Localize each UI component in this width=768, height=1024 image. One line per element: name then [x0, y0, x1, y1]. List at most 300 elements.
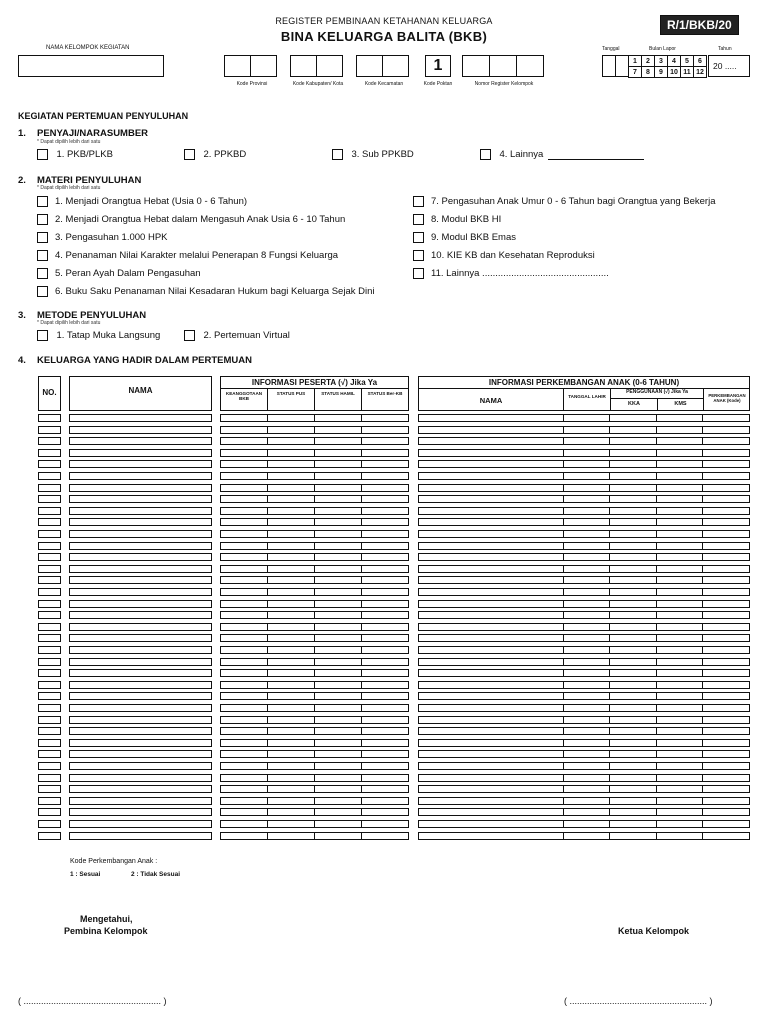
bulan-cell-4[interactable]: 4	[667, 55, 681, 67]
cell-kms[interactable]	[656, 692, 703, 700]
cell-pus[interactable]	[267, 472, 315, 480]
cell-keanggotaan[interactable]	[220, 576, 268, 584]
materi-option-2[interactable]	[37, 211, 345, 229]
cell-pus[interactable]	[267, 750, 315, 758]
cell-nama[interactable]	[69, 634, 212, 642]
cell-hamil[interactable]	[314, 658, 362, 666]
materi-option-3[interactable]	[37, 229, 168, 247]
cell-anak-nama[interactable]	[418, 518, 564, 526]
cell-kka[interactable]	[609, 623, 657, 631]
cell-perkembangan[interactable]	[702, 646, 750, 654]
cell-perkembangan[interactable]	[702, 576, 750, 584]
cell-pus[interactable]	[267, 774, 315, 782]
kode-poktan-box[interactable]	[425, 55, 451, 77]
bulan-cell-3[interactable]: 3	[654, 55, 668, 67]
cell-nama[interactable]	[69, 774, 212, 782]
bulan-cell-8[interactable]: 8	[641, 66, 655, 78]
cell-no[interactable]	[38, 530, 61, 538]
cell-perkembangan[interactable]	[702, 588, 750, 596]
cell-anak-nama[interactable]	[418, 623, 564, 631]
cell-nama[interactable]	[69, 669, 212, 677]
cell-perkembangan[interactable]	[702, 832, 750, 840]
cell-pus[interactable]	[267, 820, 315, 828]
cell-nama[interactable]	[69, 797, 212, 805]
cell-perkembangan[interactable]	[702, 553, 750, 561]
cell-anak-nama[interactable]	[418, 542, 564, 550]
cell-tgl-lahir[interactable]	[563, 716, 610, 724]
cell-kms[interactable]	[656, 774, 703, 782]
cell-perkembangan[interactable]	[702, 704, 750, 712]
cell-berkb[interactable]	[361, 553, 409, 561]
cell-pus[interactable]	[267, 797, 315, 805]
cell-no[interactable]	[38, 588, 61, 596]
cell-tgl-lahir[interactable]	[563, 785, 610, 793]
cell-tgl-lahir[interactable]	[563, 495, 610, 503]
cell-kms[interactable]	[656, 460, 703, 468]
cell-pus[interactable]	[267, 727, 315, 735]
cell-perkembangan[interactable]	[702, 600, 750, 608]
cell-anak-nama[interactable]	[418, 658, 564, 666]
cell-tgl-lahir[interactable]	[563, 681, 610, 689]
narasumber-option-ppkbd[interactable]	[184, 146, 246, 164]
cell-keanggotaan[interactable]	[220, 495, 268, 503]
cell-anak-nama[interactable]	[418, 449, 564, 457]
cell-keanggotaan[interactable]	[220, 588, 268, 596]
cell-anak-nama[interactable]	[418, 530, 564, 538]
cell-no[interactable]	[38, 611, 61, 619]
cell-kms[interactable]	[656, 832, 703, 840]
cell-kka[interactable]	[609, 727, 657, 735]
cell-tgl-lahir[interactable]	[563, 565, 610, 573]
cell-berkb[interactable]	[361, 658, 409, 666]
cell-kms[interactable]	[656, 611, 703, 619]
cell-hamil[interactable]	[314, 808, 362, 816]
cell-nama[interactable]	[69, 507, 212, 515]
cell-kka[interactable]	[609, 600, 657, 608]
checkbox[interactable]	[413, 268, 424, 279]
cell-pus[interactable]	[267, 565, 315, 573]
cell-anak-nama[interactable]	[418, 553, 564, 561]
materi-option-1[interactable]	[37, 193, 247, 211]
metode-option-virtual[interactable]	[184, 327, 290, 345]
cell-no[interactable]	[38, 750, 61, 758]
cell-nama[interactable]	[69, 739, 212, 747]
cell-hamil[interactable]	[314, 495, 362, 503]
cell-pus[interactable]	[267, 762, 315, 770]
cell-tgl-lahir[interactable]	[563, 484, 610, 492]
cell-anak-nama[interactable]	[418, 646, 564, 654]
cell-berkb[interactable]	[361, 565, 409, 573]
checkbox[interactable]	[37, 268, 48, 279]
cell-nama[interactable]	[69, 716, 212, 724]
cell-keanggotaan[interactable]	[220, 426, 268, 434]
cell-no[interactable]	[38, 426, 61, 434]
cell-tgl-lahir[interactable]	[563, 820, 610, 828]
checkbox[interactable]	[37, 149, 48, 160]
cell-hamil[interactable]	[314, 716, 362, 724]
cell-hamil[interactable]	[314, 727, 362, 735]
cell-keanggotaan[interactable]	[220, 820, 268, 828]
cell-nama[interactable]	[69, 727, 212, 735]
cell-tgl-lahir[interactable]	[563, 426, 610, 434]
cell-keanggotaan[interactable]	[220, 681, 268, 689]
cell-berkb[interactable]	[361, 704, 409, 712]
cell-no[interactable]	[38, 600, 61, 608]
materi-option-9[interactable]	[413, 229, 516, 247]
cell-nama[interactable]	[69, 600, 212, 608]
cell-kms[interactable]	[656, 484, 703, 492]
cell-kms[interactable]	[656, 785, 703, 793]
cell-hamil[interactable]	[314, 774, 362, 782]
cell-perkembangan[interactable]	[702, 414, 750, 422]
cell-nama[interactable]	[69, 495, 212, 503]
cell-keanggotaan[interactable]	[220, 832, 268, 840]
cell-kka[interactable]	[609, 507, 657, 515]
cell-berkb[interactable]	[361, 727, 409, 735]
cell-nama[interactable]	[69, 762, 212, 770]
cell-anak-nama[interactable]	[418, 426, 564, 434]
cell-kka[interactable]	[609, 518, 657, 526]
cell-nama[interactable]	[69, 832, 212, 840]
cell-hamil[interactable]	[314, 681, 362, 689]
cell-tgl-lahir[interactable]	[563, 472, 610, 480]
cell-kms[interactable]	[656, 716, 703, 724]
cell-hamil[interactable]	[314, 634, 362, 642]
tahun-box[interactable]	[708, 55, 750, 77]
checkbox[interactable]	[413, 250, 424, 261]
kode-kecamatan-boxes[interactable]	[356, 55, 410, 77]
cell-hamil[interactable]	[314, 449, 362, 457]
cell-kka[interactable]	[609, 681, 657, 689]
cell-hamil[interactable]	[314, 414, 362, 422]
cell-keanggotaan[interactable]	[220, 623, 268, 631]
nomor-register-boxes[interactable]	[462, 55, 544, 77]
cell-tgl-lahir[interactable]	[563, 460, 610, 468]
cell-no[interactable]	[38, 820, 61, 828]
cell-kka[interactable]	[609, 449, 657, 457]
cell-berkb[interactable]	[361, 739, 409, 747]
kode-kabupaten-boxes[interactable]	[290, 55, 344, 77]
checkbox[interactable]	[37, 330, 48, 341]
cell-berkb[interactable]	[361, 832, 409, 840]
narasumber-option-subppkbd[interactable]	[332, 146, 414, 164]
cell-tgl-lahir[interactable]	[563, 576, 610, 584]
cell-no[interactable]	[38, 437, 61, 445]
cell-keanggotaan[interactable]	[220, 553, 268, 561]
cell-pus[interactable]	[267, 518, 315, 526]
cell-berkb[interactable]	[361, 646, 409, 654]
cell-no[interactable]	[38, 634, 61, 642]
cell-kka[interactable]	[609, 611, 657, 619]
cell-perkembangan[interactable]	[702, 774, 750, 782]
cell-keanggotaan[interactable]	[220, 414, 268, 422]
cell-berkb[interactable]	[361, 484, 409, 492]
cell-anak-nama[interactable]	[418, 588, 564, 596]
cell-no[interactable]	[38, 658, 61, 666]
cell-berkb[interactable]	[361, 518, 409, 526]
cell-keanggotaan[interactable]	[220, 530, 268, 538]
cell-keanggotaan[interactable]	[220, 472, 268, 480]
cell-no[interactable]	[38, 797, 61, 805]
cell-kms[interactable]	[656, 820, 703, 828]
cell-no[interactable]	[38, 785, 61, 793]
cell-keanggotaan[interactable]	[220, 739, 268, 747]
cell-hamil[interactable]	[314, 762, 362, 770]
cell-nama[interactable]	[69, 658, 212, 666]
cell-keanggotaan[interactable]	[220, 565, 268, 573]
cell-pus[interactable]	[267, 611, 315, 619]
cell-kka[interactable]	[609, 565, 657, 573]
cell-anak-nama[interactable]	[418, 565, 564, 573]
cell-tgl-lahir[interactable]	[563, 797, 610, 805]
cell-pus[interactable]	[267, 785, 315, 793]
cell-nama[interactable]	[69, 704, 212, 712]
cell-anak-nama[interactable]	[418, 495, 564, 503]
cell-berkb[interactable]	[361, 507, 409, 515]
cell-tgl-lahir[interactable]	[563, 727, 610, 735]
cell-tgl-lahir[interactable]	[563, 623, 610, 631]
cell-perkembangan[interactable]	[702, 739, 750, 747]
cell-berkb[interactable]	[361, 449, 409, 457]
cell-nama[interactable]	[69, 692, 212, 700]
cell-hamil[interactable]	[314, 623, 362, 631]
cell-keanggotaan[interactable]	[220, 507, 268, 515]
cell-kka[interactable]	[609, 716, 657, 724]
cell-no[interactable]	[38, 507, 61, 515]
cell-kka[interactable]	[609, 808, 657, 816]
cell-kms[interactable]	[656, 646, 703, 654]
cell-berkb[interactable]	[361, 750, 409, 758]
cell-pus[interactable]	[267, 704, 315, 712]
narasumber-option-lainnya[interactable]	[480, 146, 644, 164]
cell-berkb[interactable]	[361, 542, 409, 550]
cell-tgl-lahir[interactable]	[563, 646, 610, 654]
checkbox[interactable]	[480, 149, 491, 160]
cell-keanggotaan[interactable]	[220, 692, 268, 700]
cell-pus[interactable]	[267, 681, 315, 689]
kode-provinsi-boxes[interactable]	[224, 55, 278, 77]
bulan-cell-6[interactable]: 6	[693, 55, 707, 67]
cell-keanggotaan[interactable]	[220, 808, 268, 816]
cell-kms[interactable]	[656, 797, 703, 805]
cell-hamil[interactable]	[314, 507, 362, 515]
cell-perkembangan[interactable]	[702, 820, 750, 828]
cell-pus[interactable]	[267, 623, 315, 631]
signature-pembina-name-field[interactable]: ( ....................................................... )	[18, 996, 167, 1006]
cell-kka[interactable]	[609, 530, 657, 538]
cell-perkembangan[interactable]	[702, 542, 750, 550]
cell-pus[interactable]	[267, 576, 315, 584]
cell-nama[interactable]	[69, 750, 212, 758]
cell-keanggotaan[interactable]	[220, 727, 268, 735]
checkbox[interactable]	[37, 232, 48, 243]
cell-tgl-lahir[interactable]	[563, 542, 610, 550]
cell-berkb[interactable]	[361, 634, 409, 642]
cell-no[interactable]	[38, 553, 61, 561]
materi-option-5[interactable]	[37, 265, 201, 283]
bulan-cell-1[interactable]: 1	[628, 55, 642, 67]
bulan-cell-10[interactable]: 10	[667, 66, 681, 78]
cell-berkb[interactable]	[361, 611, 409, 619]
cell-no[interactable]	[38, 808, 61, 816]
checkbox[interactable]	[37, 214, 48, 225]
checkbox[interactable]	[184, 330, 195, 341]
cell-no[interactable]	[38, 739, 61, 747]
cell-anak-nama[interactable]	[418, 692, 564, 700]
cell-no[interactable]	[38, 681, 61, 689]
cell-pus[interactable]	[267, 658, 315, 666]
materi-option-11[interactable]	[413, 265, 609, 283]
cell-keanggotaan[interactable]	[220, 484, 268, 492]
cell-nama[interactable]	[69, 681, 212, 689]
cell-hamil[interactable]	[314, 692, 362, 700]
cell-keanggotaan[interactable]	[220, 797, 268, 805]
cell-keanggotaan[interactable]	[220, 716, 268, 724]
cell-kms[interactable]	[656, 808, 703, 816]
cell-no[interactable]	[38, 669, 61, 677]
cell-perkembangan[interactable]	[702, 681, 750, 689]
cell-pus[interactable]	[267, 692, 315, 700]
cell-nama[interactable]	[69, 623, 212, 631]
bulan-cell-9[interactable]: 9	[654, 66, 668, 78]
cell-hamil[interactable]	[314, 832, 362, 840]
cell-kka[interactable]	[609, 437, 657, 445]
cell-kms[interactable]	[656, 762, 703, 770]
cell-tgl-lahir[interactable]	[563, 414, 610, 422]
cell-berkb[interactable]	[361, 472, 409, 480]
cell-kka[interactable]	[609, 785, 657, 793]
cell-tgl-lahir[interactable]	[563, 658, 610, 666]
cell-berkb[interactable]	[361, 530, 409, 538]
cell-hamil[interactable]	[314, 565, 362, 573]
cell-kms[interactable]	[656, 704, 703, 712]
materi-option-7[interactable]	[413, 193, 716, 211]
cell-anak-nama[interactable]	[418, 797, 564, 805]
cell-kka[interactable]	[609, 542, 657, 550]
cell-tgl-lahir[interactable]	[563, 507, 610, 515]
cell-pus[interactable]	[267, 600, 315, 608]
cell-tgl-lahir[interactable]	[563, 808, 610, 816]
cell-kka[interactable]	[609, 414, 657, 422]
cell-anak-nama[interactable]	[418, 460, 564, 468]
cell-kka[interactable]	[609, 658, 657, 666]
cell-keanggotaan[interactable]	[220, 762, 268, 770]
cell-no[interactable]	[38, 716, 61, 724]
cell-pus[interactable]	[267, 832, 315, 840]
cell-hamil[interactable]	[314, 426, 362, 434]
checkbox[interactable]	[184, 149, 195, 160]
materi-option-4[interactable]	[37, 247, 338, 265]
checkbox[interactable]	[37, 196, 48, 207]
cell-pus[interactable]	[267, 507, 315, 515]
cell-perkembangan[interactable]	[702, 472, 750, 480]
cell-nama[interactable]	[69, 414, 212, 422]
cell-berkb[interactable]	[361, 495, 409, 503]
cell-no[interactable]	[38, 460, 61, 468]
cell-perkembangan[interactable]	[702, 727, 750, 735]
checkbox[interactable]	[37, 286, 48, 297]
cell-tgl-lahir[interactable]	[563, 518, 610, 526]
metode-option-tatap-muka[interactable]	[37, 327, 160, 345]
cell-no[interactable]	[38, 472, 61, 480]
cell-kms[interactable]	[656, 588, 703, 596]
materi-option-10[interactable]	[413, 247, 595, 265]
cell-tgl-lahir[interactable]	[563, 739, 610, 747]
cell-nama[interactable]	[69, 518, 212, 526]
cell-no[interactable]	[38, 518, 61, 526]
cell-kms[interactable]	[656, 507, 703, 515]
cell-berkb[interactable]	[361, 588, 409, 596]
cell-berkb[interactable]	[361, 774, 409, 782]
narasumber-option-pkb[interactable]	[37, 146, 113, 164]
cell-hamil[interactable]	[314, 530, 362, 538]
cell-berkb[interactable]	[361, 808, 409, 816]
cell-keanggotaan[interactable]	[220, 542, 268, 550]
cell-hamil[interactable]	[314, 437, 362, 445]
cell-no[interactable]	[38, 565, 61, 573]
cell-perkembangan[interactable]	[702, 785, 750, 793]
cell-no[interactable]	[38, 542, 61, 550]
cell-perkembangan[interactable]	[702, 692, 750, 700]
cell-perkembangan[interactable]	[702, 495, 750, 503]
cell-tgl-lahir[interactable]	[563, 762, 610, 770]
cell-tgl-lahir[interactable]	[563, 449, 610, 457]
cell-hamil[interactable]	[314, 472, 362, 480]
cell-nama[interactable]	[69, 530, 212, 538]
cell-perkembangan[interactable]	[702, 611, 750, 619]
tanggal-boxes[interactable]	[602, 55, 628, 77]
kelompok-name-field[interactable]	[18, 55, 164, 77]
cell-kka[interactable]	[609, 774, 657, 782]
cell-berkb[interactable]	[361, 437, 409, 445]
cell-no[interactable]	[38, 762, 61, 770]
cell-tgl-lahir[interactable]	[563, 832, 610, 840]
cell-keanggotaan[interactable]	[220, 646, 268, 654]
cell-nama[interactable]	[69, 437, 212, 445]
bulan-grid[interactable]	[628, 55, 706, 77]
cell-no[interactable]	[38, 774, 61, 782]
cell-anak-nama[interactable]	[418, 472, 564, 480]
cell-berkb[interactable]	[361, 820, 409, 828]
cell-pus[interactable]	[267, 716, 315, 724]
cell-keanggotaan[interactable]	[220, 774, 268, 782]
cell-berkb[interactable]	[361, 669, 409, 677]
cell-anak-nama[interactable]	[418, 727, 564, 735]
cell-berkb[interactable]	[361, 762, 409, 770]
cell-kka[interactable]	[609, 472, 657, 480]
cell-perkembangan[interactable]	[702, 808, 750, 816]
cell-berkb[interactable]	[361, 600, 409, 608]
cell-no[interactable]	[38, 704, 61, 712]
cell-berkb[interactable]	[361, 785, 409, 793]
cell-anak-nama[interactable]	[418, 600, 564, 608]
cell-kms[interactable]	[656, 542, 703, 550]
cell-anak-nama[interactable]	[418, 762, 564, 770]
bulan-cell-5[interactable]: 5	[680, 55, 694, 67]
cell-hamil[interactable]	[314, 669, 362, 677]
cell-kms[interactable]	[656, 472, 703, 480]
cell-anak-nama[interactable]	[418, 820, 564, 828]
cell-anak-nama[interactable]	[418, 611, 564, 619]
cell-kms[interactable]	[656, 576, 703, 584]
cell-perkembangan[interactable]	[702, 437, 750, 445]
cell-anak-nama[interactable]	[418, 704, 564, 712]
cell-kms[interactable]	[656, 414, 703, 422]
cell-anak-nama[interactable]	[418, 414, 564, 422]
cell-perkembangan[interactable]	[702, 518, 750, 526]
cell-tgl-lahir[interactable]	[563, 750, 610, 758]
cell-no[interactable]	[38, 449, 61, 457]
